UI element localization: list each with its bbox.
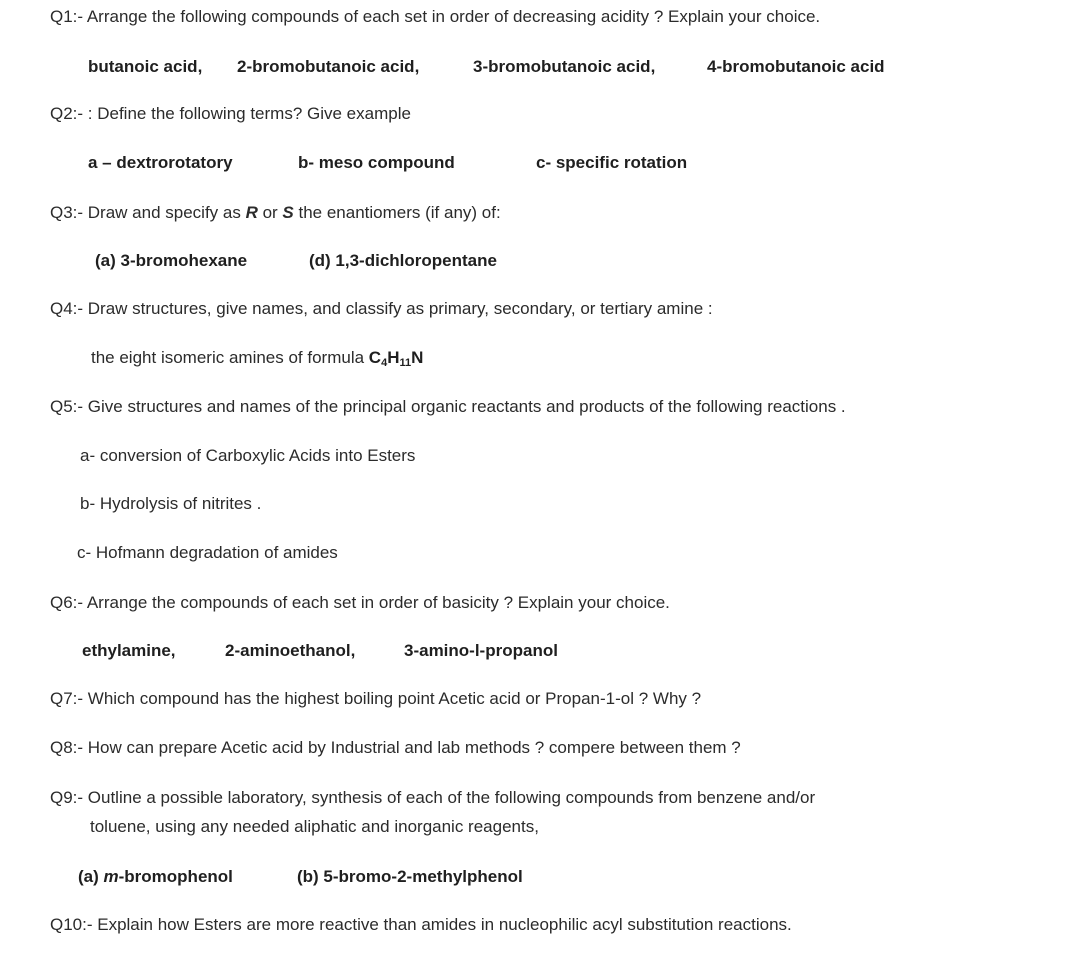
q3-text: [50, 202, 501, 224]
q4-sub-prefix: the eight isomeric amines of formula: [91, 348, 369, 367]
q10-text: Q10:- Explain how Esters are more reactive than amides in nucleophilic acyl substitution reactions.: [50, 915, 792, 934]
q8-text: Q8:- How can prepare Acetic acid by Industrial and lab methods ? compere between them ?: [50, 738, 741, 757]
q2-item-c: c- specific rotation: [536, 153, 688, 172]
formula-h: H: [387, 348, 400, 367]
q7-text: Q7:- Which compound has the highest boiling point Acetic acid or Propan-1-ol ? Why ?: [50, 689, 702, 708]
q6-item-1: ethylamine,: [82, 641, 176, 660]
q9-item-b: (b) 5-bromo-2-methylphenol: [297, 867, 523, 886]
q1-item-4: 4-bromobutanoic acid: [707, 57, 885, 76]
q2-item-a: a – dextrorotatory: [88, 153, 233, 172]
q9-item-a: [78, 866, 233, 888]
q3-or: or: [257, 203, 283, 222]
q1-item-3: 3-bromobutanoic acid,: [473, 57, 656, 76]
q5-item-b: b- Hydrolysis of nitrites .: [80, 494, 262, 513]
q4-text: Q4:- Draw structures, give names, and classify as primary, secondary, or tertiary amine :: [50, 299, 713, 318]
formula-h-sub: 11: [399, 357, 412, 369]
q6-text: Q6:- Arrange the compounds of each set in order of basicity ? Explain your choice.: [50, 593, 670, 612]
q2-text: Q2:- : Define the following terms? Give example: [50, 104, 411, 123]
formula-c: C: [368, 348, 382, 367]
q3-item-a: (a) 3-bromohexane: [95, 251, 248, 270]
q4-formula: [369, 348, 424, 367]
q5-text: Q5:- Give structures and names of the principal organic reactants and products of the following reactions .: [50, 397, 846, 416]
q1-text: Q1:- Arrange the following compounds of each set in order of decreasing acidity ? Explain your choice.: [50, 7, 821, 26]
q9-item-a-rest: -bromophenol: [118, 867, 233, 886]
q3-item-d: (d) 1,3-dichloropentane: [309, 251, 497, 270]
q5-item-c: c- Hofmann degradation of amides: [77, 543, 338, 562]
q3-prefix: Q3:- Draw and specify as: [50, 203, 246, 222]
q4-subline: [91, 347, 423, 369]
q5-item-a: a- conversion of Carboxylic Acids into Esters: [80, 446, 416, 465]
q9-text-line2: toluene, using any needed aliphatic and inorganic reagents,: [90, 817, 539, 836]
q3-r-label: R: [245, 203, 258, 222]
q6-item-2: 2-aminoethanol,: [225, 641, 356, 660]
q3-suffix: the enantiomers (if any) of:: [293, 203, 501, 222]
q6-item-3: 3-amino-l-propanol: [404, 641, 558, 660]
q9-text-line1: Q9:- Outline a possible laboratory, synthesis of each of the following compounds from benzene and/or: [50, 788, 816, 807]
q1-item-1: butanoic acid,: [88, 57, 203, 76]
formula-n: N: [411, 348, 424, 367]
q2-item-b: b- meso compound: [298, 153, 455, 172]
q1-item-2: 2-bromobutanoic acid,: [237, 57, 420, 76]
q9-item-a-meta: m: [103, 867, 119, 886]
q3-s-label: S: [282, 203, 294, 222]
formula-c-sub: 4: [381, 357, 388, 369]
q9-item-a-prefix: (a): [78, 867, 104, 886]
